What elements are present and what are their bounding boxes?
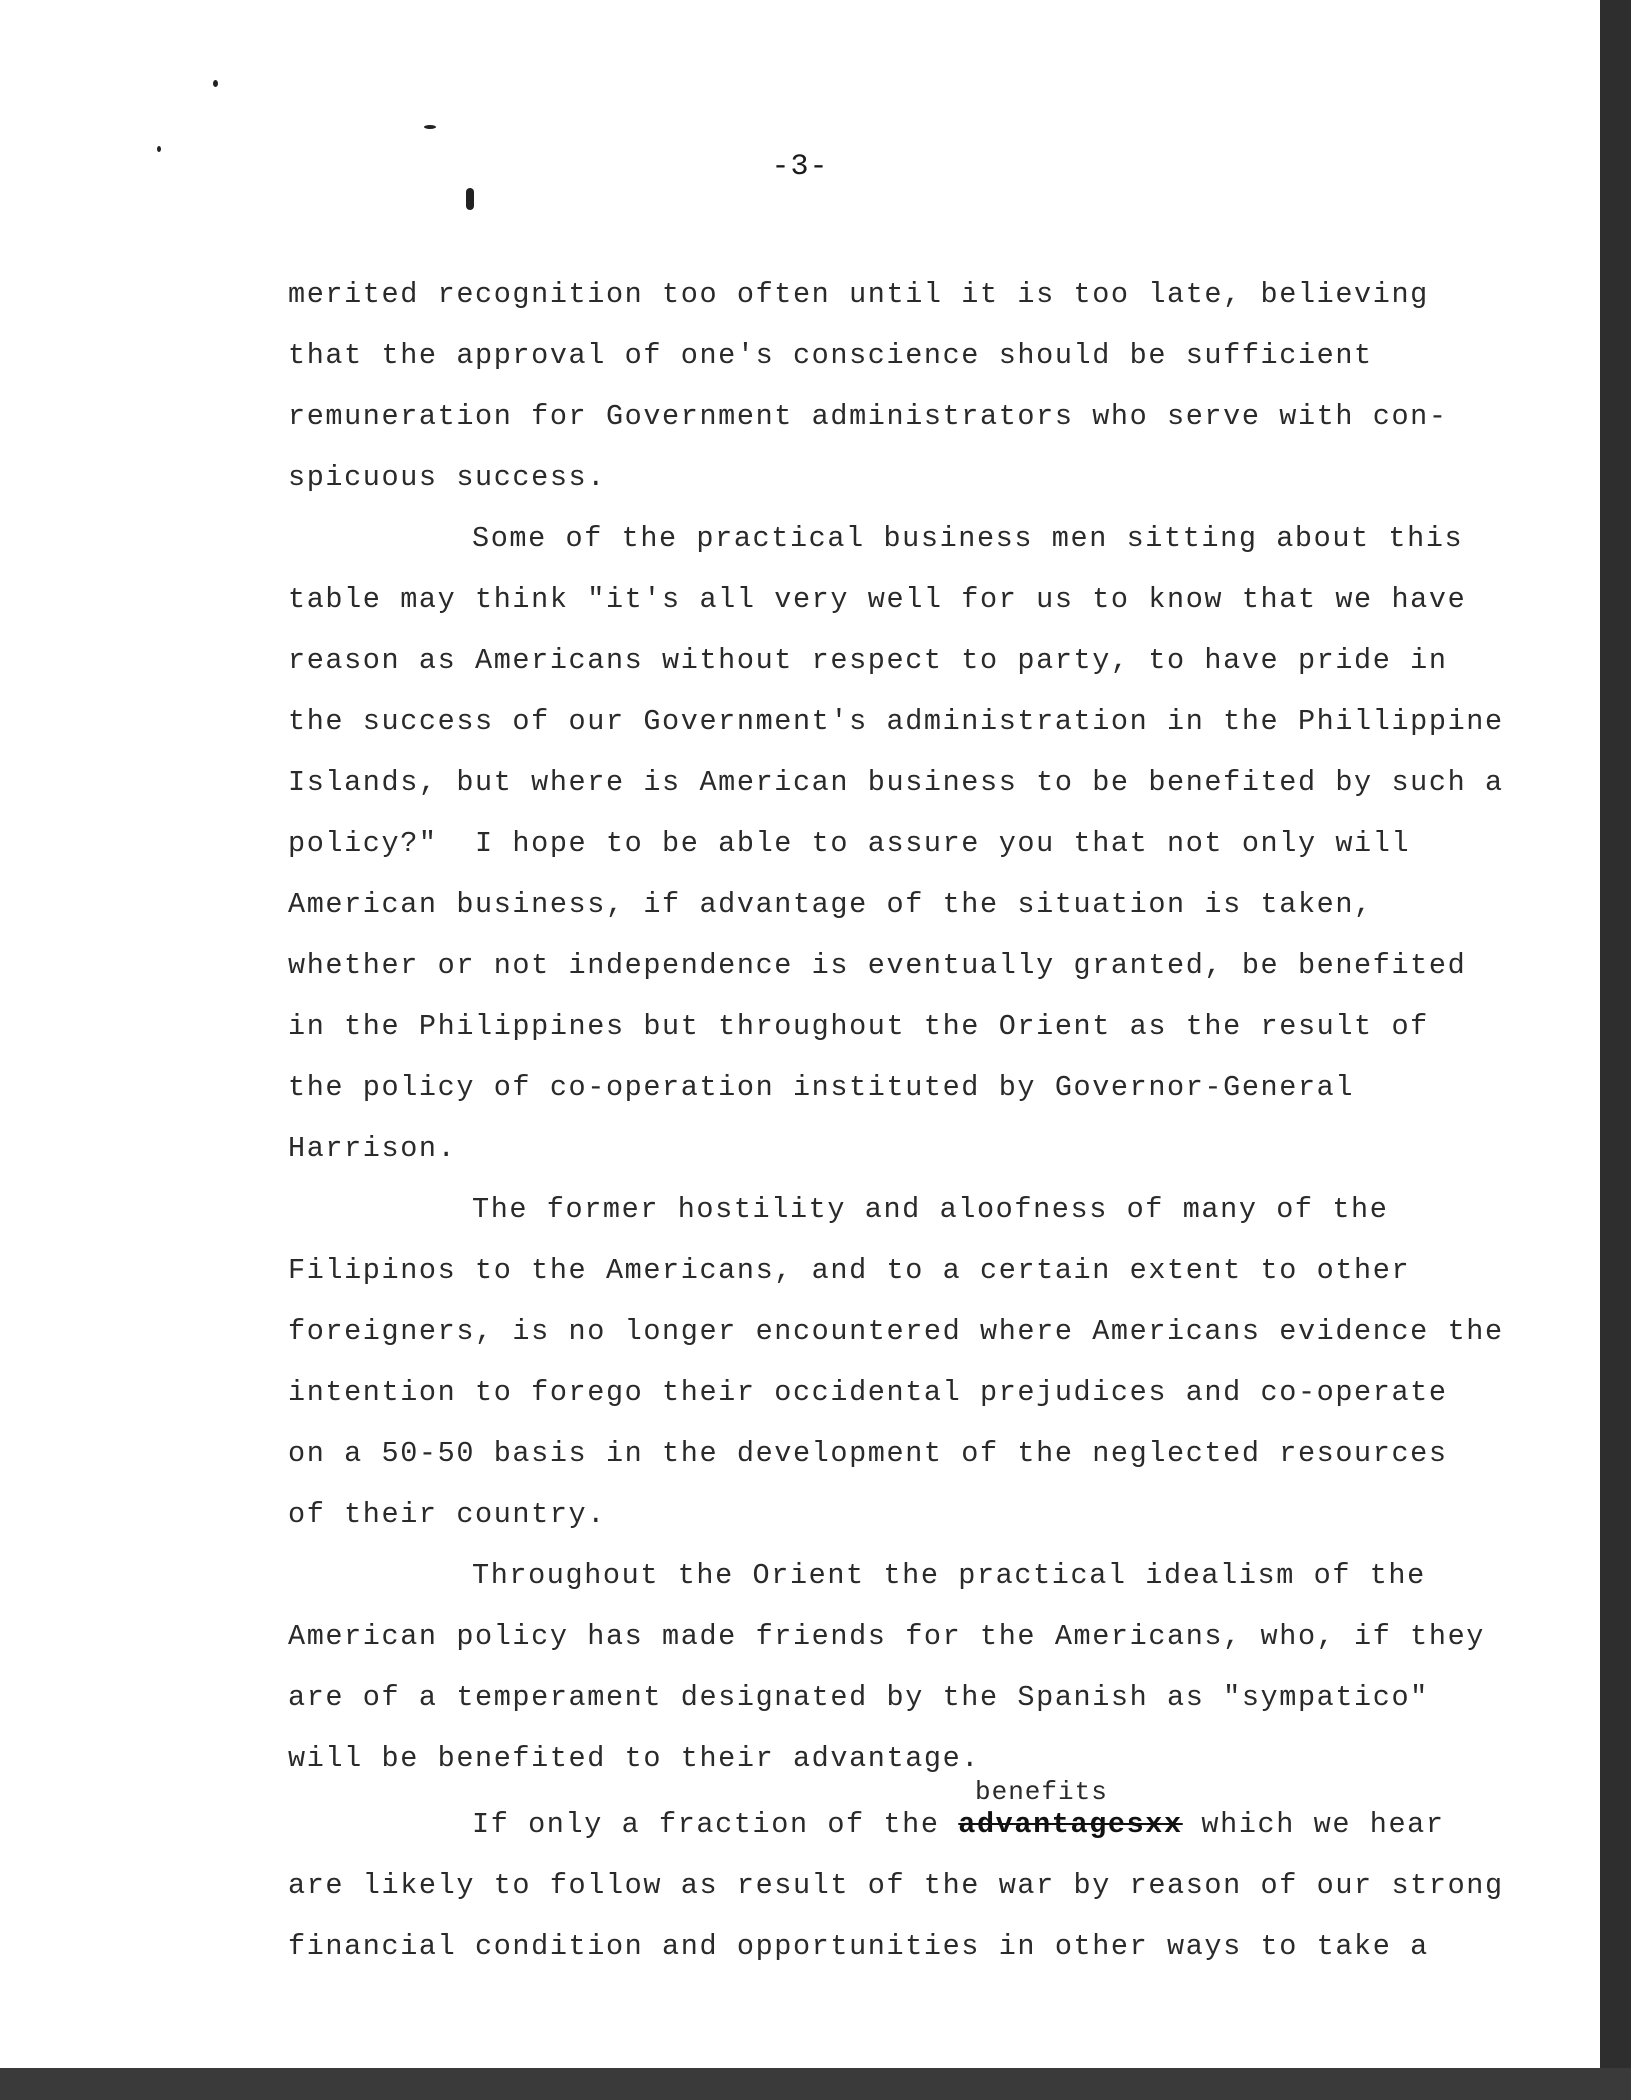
page-number: -3- [771,150,829,184]
scan-border [0,2068,1631,2100]
text-line: intention to forego their occidental prejudices and co-operate [288,1376,1448,1409]
text-line: will be benefited to their advantage. [288,1742,981,1775]
text-line: table may think "it's all very well for us to know that we have [288,583,1467,616]
text-line: are of a temperament designated by the Spanish as "sympatico" [288,1681,1429,1714]
scan-speck [466,188,474,210]
text-line: Filipinos to the Americans, and to a certain extent to other [288,1254,1411,1287]
text-line: spicuous success. [288,461,606,494]
text-line: Harrison. [288,1132,457,1165]
text-line: Islands, but where is American business to be benefited by such a [288,766,1504,799]
scan-speck [424,125,436,129]
text-line: in the Philippines but throughout the Orient as the result of [288,1010,1429,1043]
text-segment: which we hear [1182,1808,1445,1841]
text-line: foreigners, is no longer encountered where Americans evidence the [288,1315,1504,1348]
text-line-with-correction [472,1805,1445,1845]
text-line: remuneration for Government administrators who serve with con- [288,400,1448,433]
scan-speck [213,80,218,87]
scan-speck [157,146,161,152]
text-line: reason as Americans without respect to party, to have pride in [288,644,1448,677]
handwritten-insertion: benefits [975,1777,1108,1807]
text-line: policy?" I hope to be able to assure you that not only will [288,827,1411,860]
text-line: of their country. [288,1498,606,1531]
text-line: that the approval of one's conscience should be sufficient [288,339,1373,372]
text-line: on a 50-50 basis in the development of the neglected resources [288,1437,1448,1470]
text-segment: If only a fraction of the [472,1808,959,1841]
text-line: are likely to follow as result of the war by reason of our strong [288,1869,1504,1902]
text-line: the policy of co-operation instituted by Governor-General [288,1071,1355,1104]
text-line: The former hostility and aloofness of many of the [472,1193,1389,1226]
text-line: financial condition and opportunities in other ways to take a [288,1930,1429,1963]
text-line: the success of our Government's administration in the Phillippine [288,705,1504,738]
text-line: Throughout the Orient the practical idealism of the [472,1559,1426,1592]
text-line: Some of the practical business men sitting about this [472,522,1464,555]
text-line: whether or not independence is eventually granted, be benefited [288,949,1467,982]
struck-out-text: advantagesxx [958,1808,1183,1841]
text-line: merited recognition too often until it is too late, believing [288,278,1429,311]
text-line: American business, if advantage of the situation is taken, [288,888,1373,921]
text-line: American policy has made friends for the Americans, who, if they [288,1620,1485,1653]
